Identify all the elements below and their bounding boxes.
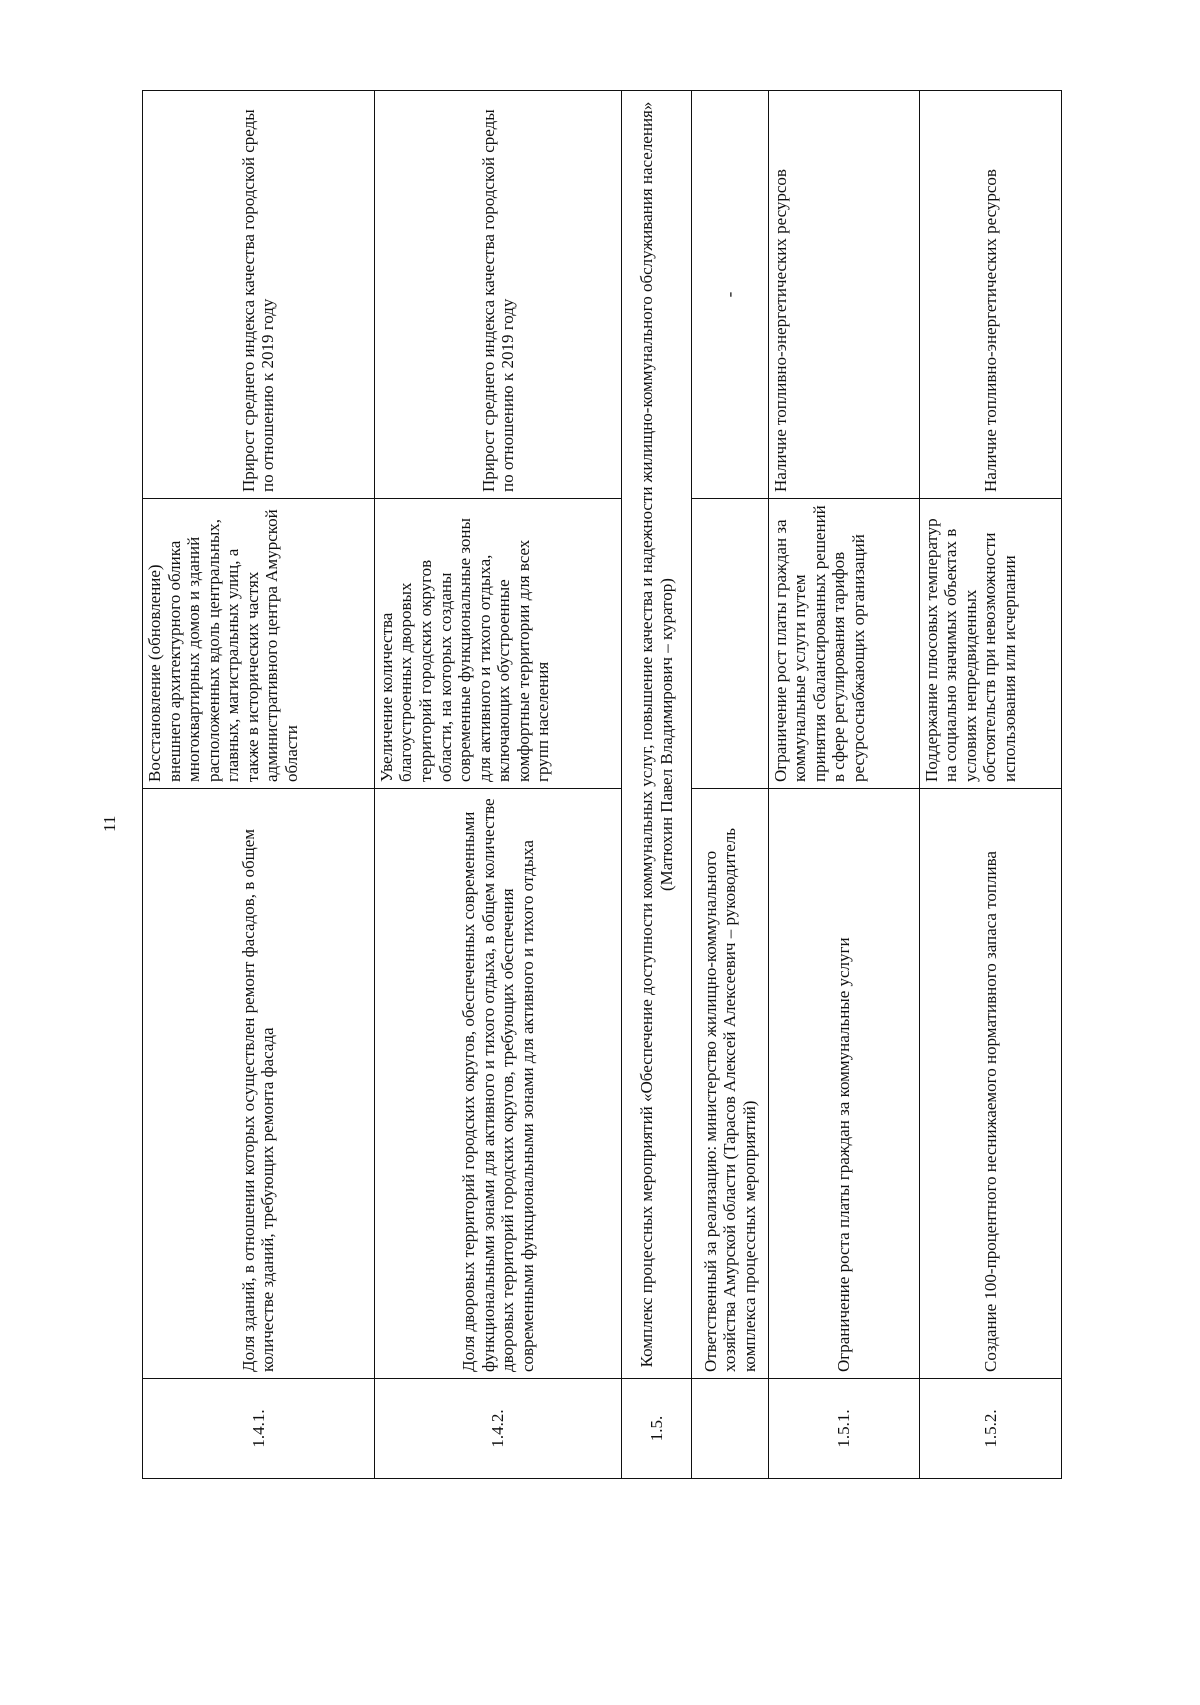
task-cell: Восстановление (обновление) внешнего архитектурного облика многоквартирных домов и зданий расположенных вдоль центральных, главных, магистральных улиц, а также в исторических частях административного центра Амурской области [143,499,375,789]
task-cell: Увеличение количества благоустроенных дворовых территорий городских округов области, на которых созданы современные функциональные зоны для активного и тихого отдыха, включающих обустроенные комфортные территории для всех групп населения [374,499,621,789]
complex-heading-cell: Комплекс процессных мероприятий «Обеспечение доступности коммунальных услуг, повышение качества и надежности жилищно-коммунального обслуживания населения» (Матюхин Павел Владимирович – куратор) [622,91,692,1379]
responsible-cell: Ответственный за реализацию: министерство жилищно-коммунального хозяйства Амурской области (Тарасов Алексей Алексеевич – руководитель комплекса процессных мероприятий) [692,789,769,1379]
indicator-cell: Доля зданий, в отношении которых осуществлен ремонт фасадов, в общем количестве зданий, требующих ремонта фасада [143,789,375,1379]
row-number: 1.4.1. [143,1379,375,1479]
table-row [622,91,692,1479]
effect-cell: Прирост среднего индекса качества городской среды по отношению к 2019 году [143,91,375,499]
effect-cell: Наличие топливно-энергетических ресурсов [919,91,1061,499]
task-cell: Поддержание плюсовых температур на социально значимых объектах в условиях непредвиденных обстоятельств при невозможности использования или исчерпании [919,499,1061,789]
indicator-cell: Доля дворовых территорий городских округов, обеспеченных современными функциональными зонами для активного и тихого отдыха, в общем количестве дворовых территорий городских округов, требующих обеспечения современными функциональными зонами для активного и тихого отдыха [374,789,621,1379]
table-row [374,91,621,1479]
table-row [919,91,1061,1479]
rotated-table-container [142,91,1062,1479]
measures-table [142,90,1062,1479]
table-row [143,91,375,1479]
table-row [692,91,769,1479]
empty-cell [692,499,769,789]
effect-cell: Наличие топливно-энергетических ресурсов [768,91,919,499]
effect-cell: Прирост среднего индекса качества городской среды по отношению к 2019 году [374,91,621,499]
empty-cell [692,1379,769,1479]
row-number: 1.5.2. [919,1379,1061,1479]
row-number: 1.4.2. [374,1379,621,1479]
row-number: 1.5.1. [768,1379,919,1479]
indicator-cell: Ограничение роста платы граждан за коммунальные услуги [768,789,919,1379]
row-number: 1.5. [622,1379,692,1479]
table-row [768,91,919,1479]
page-number: 11 [100,815,119,832]
indicator-cell: Создание 100-процентного неснижаемого нормативного запаса топлива [919,789,1061,1379]
effect-cell: - [692,91,769,499]
task-cell: Ограничение рост платы граждан за коммунальные услуги путем принятия сбалансированных решений в сфере регулирования тарифов ресурсоснабжающих организаций [768,499,919,789]
